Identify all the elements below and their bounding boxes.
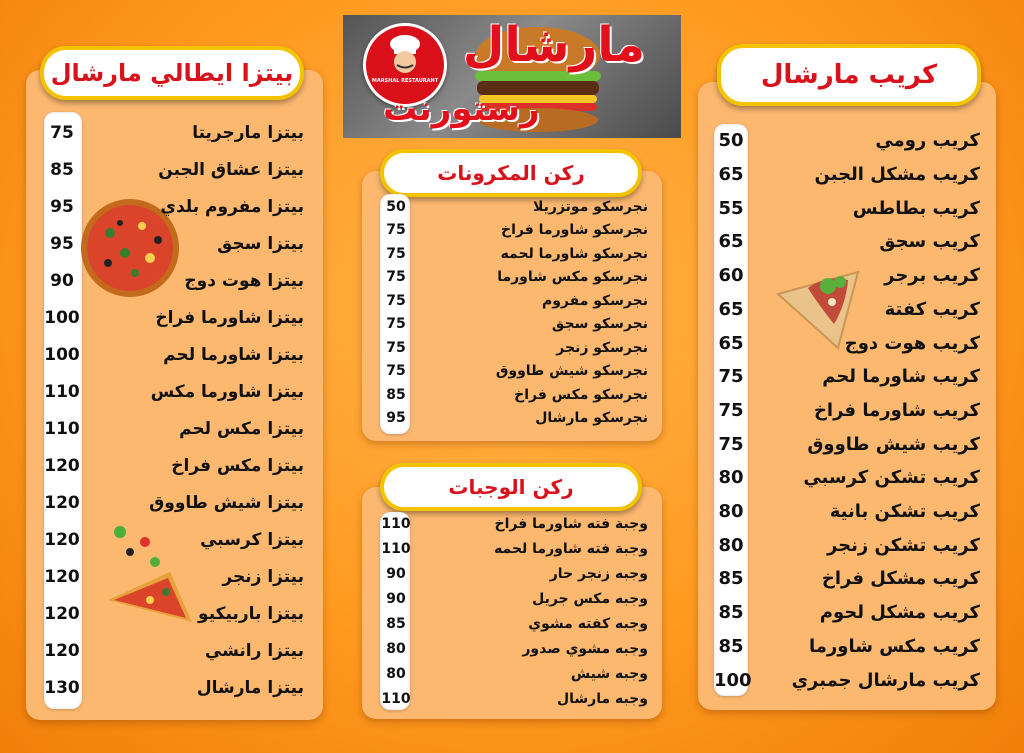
- item-price: 120: [44, 603, 80, 624]
- logo-badge-text: MARSHAL RESTAURANT: [371, 78, 439, 84]
- list-item: [380, 512, 648, 536]
- item-price: 75: [386, 245, 406, 262]
- list-item: [714, 495, 980, 529]
- list-item: [42, 225, 304, 262]
- item-name: كريب شاورما فراخ: [813, 399, 980, 421]
- item-price: 75: [386, 292, 406, 309]
- list-item: [714, 124, 980, 158]
- item-name: وجبه كفته مشوي: [528, 615, 648, 632]
- item-name: بيتزا مكس فراخ: [171, 455, 304, 476]
- item-name: كريب تشكن بانية: [829, 501, 980, 523]
- item-price: 85: [718, 602, 744, 624]
- item-price: 85: [50, 159, 74, 180]
- list-item: [714, 326, 980, 360]
- item-price: 80: [718, 534, 744, 556]
- pasta-title: ركن المكرونات: [380, 149, 642, 197]
- item-name: نجرسكو شاورما لحمه: [500, 245, 648, 262]
- meals-title: ركن الوجبات: [380, 463, 642, 511]
- item-name: كريب برجر: [884, 265, 980, 287]
- item-name: نجرسكو شاورما فراخ: [501, 222, 648, 239]
- item-name: كريب مشكل فراخ: [821, 568, 980, 590]
- item-name: وجبه مشوي صدور: [522, 640, 648, 657]
- item-name: بيتزا مارشال: [196, 677, 304, 698]
- list-item: [42, 595, 304, 632]
- list-item: [42, 521, 304, 558]
- item-name: بيتزا مارجريتا: [192, 122, 304, 143]
- list-item: [714, 259, 980, 293]
- list-item: [42, 669, 304, 706]
- item-price: 85: [386, 386, 406, 403]
- item-price: 65: [718, 164, 744, 186]
- item-price: 75: [386, 363, 406, 380]
- item-price: 110: [44, 381, 80, 402]
- list-item: [380, 562, 648, 586]
- item-price: 120: [44, 455, 80, 476]
- item-name: بيتزا شاورما لحم: [163, 344, 304, 365]
- list-item: [714, 158, 980, 192]
- item-price: 75: [386, 339, 406, 356]
- item-name: كريب تشكن كرسبي: [803, 467, 980, 489]
- item-price: 90: [50, 270, 74, 291]
- item-name: بيتزا باربيكيو: [198, 603, 304, 624]
- list-item: [714, 596, 980, 630]
- item-price: 75: [718, 399, 744, 421]
- item-name: وجبه زنجر حار: [549, 565, 648, 582]
- item-name: كريب رومي: [875, 130, 980, 152]
- item-price: 75: [386, 316, 406, 333]
- item-price: 85: [718, 568, 744, 590]
- list-item: [714, 663, 980, 697]
- item-price: 120: [44, 529, 80, 550]
- list-item: [714, 562, 980, 596]
- list-item: [380, 612, 648, 636]
- item-name: وجبه شيش: [570, 665, 648, 682]
- list-item: [380, 637, 648, 661]
- list-item: [714, 528, 980, 562]
- list-item: [714, 427, 980, 461]
- list-item: [380, 219, 648, 243]
- item-price: 75: [386, 222, 406, 239]
- item-name: كريب سجق: [879, 231, 980, 253]
- item-name: بيتزا شيش طاووق: [149, 492, 304, 513]
- list-item: [714, 293, 980, 327]
- item-price: 65: [718, 298, 744, 320]
- item-name: وجبه مكس جريل: [532, 590, 648, 607]
- item-price: 100: [44, 344, 80, 365]
- list-item: [380, 662, 648, 686]
- list-item: [380, 687, 648, 711]
- list-item: [42, 632, 304, 669]
- list-item: [380, 407, 648, 431]
- item-price: 65: [718, 231, 744, 253]
- list-item: [42, 151, 304, 188]
- item-price: 100: [44, 307, 80, 328]
- item-price: 80: [386, 665, 406, 682]
- list-item: [380, 383, 648, 407]
- item-name: نجرسكو مفروم: [541, 292, 648, 309]
- item-name: بيتزا مكس لحم: [179, 418, 304, 439]
- item-name: بيتزا سجق: [217, 233, 304, 254]
- list-item: [380, 289, 648, 313]
- item-name: كريب مشكل لحوم: [819, 602, 980, 624]
- item-price: 110: [44, 418, 80, 439]
- list-item: [380, 537, 648, 561]
- item-price: 55: [718, 197, 744, 219]
- list-item: [380, 242, 648, 266]
- item-price: 130: [44, 677, 80, 698]
- item-price: 95: [50, 196, 74, 217]
- item-name: نجرسكو شيش طاووق: [495, 363, 648, 380]
- item-name: كريب بطاطس: [852, 197, 980, 219]
- list-item: [714, 394, 980, 428]
- item-name: بيتزا كرسبي: [200, 529, 304, 550]
- item-name: كريب مشكل الجبن: [814, 164, 980, 186]
- list-item: [714, 461, 980, 495]
- item-price: 75: [718, 366, 744, 388]
- list-item: [380, 313, 648, 337]
- list-item: [380, 336, 648, 360]
- item-price: 110: [381, 515, 411, 532]
- item-price: 50: [718, 130, 744, 152]
- item-price: 100: [714, 669, 752, 691]
- restaurant-logo-banner: [343, 15, 681, 138]
- item-name: كريب تشكن زنجر: [826, 534, 980, 556]
- item-name: بيتزا شاورما مكس: [150, 381, 304, 402]
- item-price: 80: [386, 640, 406, 657]
- item-name: بيتزا زنجر: [222, 566, 304, 587]
- list-item: [42, 262, 304, 299]
- list-item: [42, 336, 304, 373]
- item-price: 75: [386, 269, 406, 286]
- list-item: [714, 225, 980, 259]
- item-name: كريب كفتة: [884, 298, 980, 320]
- crepe-title: كريب مارشال: [717, 44, 981, 106]
- brand-name: مارشال: [462, 17, 645, 73]
- item-name: كريب مكس شاورما: [809, 635, 980, 657]
- list-item: [380, 587, 648, 611]
- list-item: [42, 188, 304, 225]
- chef-icon: [385, 34, 425, 76]
- brand-subtitle: رستورنت: [383, 89, 540, 129]
- list-item: [42, 484, 304, 521]
- item-name: كريب هوت دوج: [844, 332, 980, 354]
- item-name: نجرسكو موتزريلا: [533, 198, 648, 215]
- list-item: [714, 360, 980, 394]
- item-price: 85: [718, 635, 744, 657]
- item-price: 95: [50, 233, 74, 254]
- item-price: 85: [386, 615, 406, 632]
- item-price: 80: [718, 501, 744, 523]
- item-name: نجرسكو سجق: [551, 316, 648, 333]
- item-price: 50: [386, 198, 406, 215]
- item-name: نجرسكو مكس فراخ: [514, 386, 648, 403]
- item-name: نجرسكو زنجر: [556, 339, 648, 356]
- item-name: كريب مارشال جمبري: [791, 669, 980, 691]
- item-price: 90: [386, 590, 406, 607]
- item-price: 120: [44, 566, 80, 587]
- list-item: [380, 360, 648, 384]
- item-name: كريب شيش طاووق: [807, 433, 980, 455]
- item-price: 75: [718, 433, 744, 455]
- list-item: [42, 114, 304, 151]
- item-name: بيتزا عشاق الجبن: [158, 159, 304, 180]
- item-name: وجبة فته شاورما لحمه: [494, 540, 648, 557]
- list-item: [380, 266, 648, 290]
- item-price: 65: [718, 332, 744, 354]
- list-item: [42, 299, 304, 336]
- item-name: نجرسكو مارشال: [535, 410, 648, 427]
- list-item: [714, 191, 980, 225]
- list-item: [380, 195, 648, 219]
- list-item: [42, 447, 304, 484]
- item-name: بيتزا مفروم بلدي: [160, 196, 304, 217]
- item-name: بيتزا رانشي: [204, 640, 304, 661]
- item-price: 120: [44, 640, 80, 661]
- item-price: 110: [381, 690, 411, 707]
- item-name: نجرسكو مكس شاورما: [497, 269, 648, 286]
- item-price: 60: [718, 265, 744, 287]
- item-name: كريب شاورما لحم: [822, 366, 980, 388]
- item-price: 120: [44, 492, 80, 513]
- item-price: 90: [386, 565, 406, 582]
- item-price: 95: [386, 410, 406, 427]
- item-price: 110: [381, 540, 411, 557]
- list-item: [42, 558, 304, 595]
- list-item: [714, 630, 980, 664]
- list-item: [42, 410, 304, 447]
- item-price: 80: [718, 467, 744, 489]
- item-name: وجبه مارشال: [556, 690, 648, 707]
- item-name: بيتزا شاورما فراخ: [155, 307, 304, 328]
- item-price: 75: [50, 122, 74, 143]
- item-name: بيتزا هوت دوج: [184, 270, 304, 291]
- item-name: وجبة فته شاورما فراخ: [494, 515, 648, 532]
- pizza-title: بيتزا ايطالي مارشال: [40, 46, 304, 100]
- list-item: [42, 373, 304, 410]
